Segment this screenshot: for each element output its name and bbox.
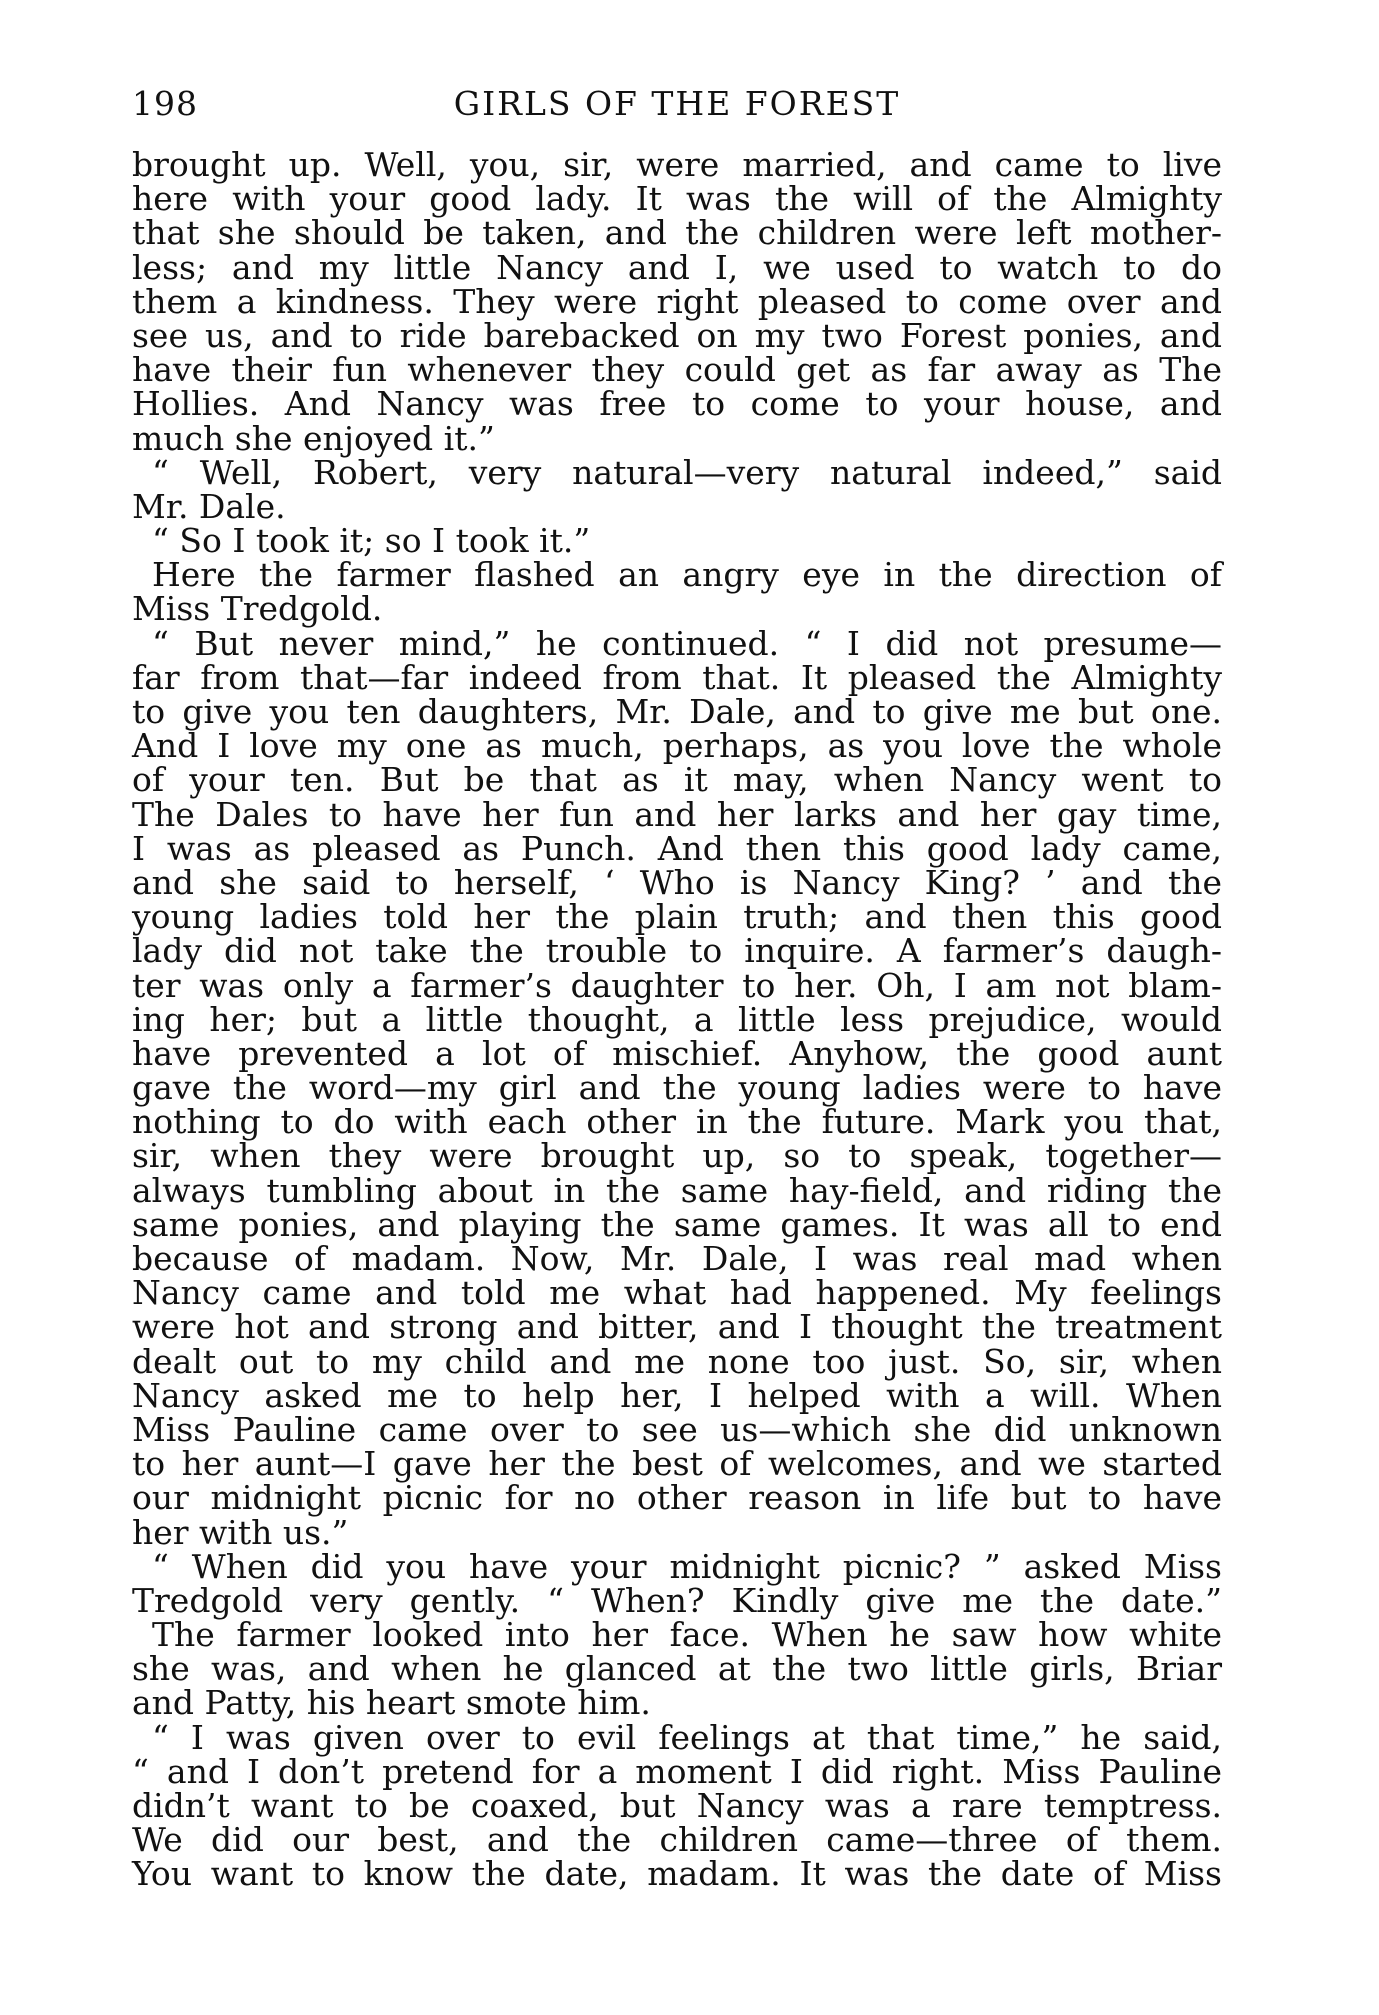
text-line: less; and my little Nancy and I, we used to watch to do <box>132 247 1222 287</box>
text-line: of your ten. But be that as it may, when Nancy went to <box>132 760 1222 800</box>
text-line: ing her; but a little thought, a little less prejudice, would <box>132 999 1222 1039</box>
text-line: “ Well, Robert, very natural—very natural indeed,” said <box>152 452 1222 492</box>
text-line: sir, when they were brought up, so to speak, together— <box>132 1136 1222 1176</box>
text-line: Mr. Dale. <box>132 486 286 526</box>
text-line: and she said to herself, ‘ Who is Nancy King? ’ and the <box>132 862 1222 902</box>
text-line: Hollies. And Nancy was free to come to your house, and <box>132 384 1222 424</box>
page-header <box>132 84 1222 124</box>
text-line: nothing to do with each other in the future. Mark you that, <box>132 1102 1222 1142</box>
text-line: far from that—far indeed from that. It pleased the Almighty <box>132 657 1222 697</box>
text-line: “ So I took it; so I took it.” <box>152 521 591 561</box>
text-line: Tredgold very gently. “ When? Kindly give me the date.” <box>132 1580 1222 1620</box>
running-title: GIRLS OF THE FOREST <box>453 84 901 123</box>
text-line: she was, and when he glanced at the two little girls, Briar <box>132 1649 1222 1689</box>
text-line: “ and I don’t pretend for a moment I did right. Miss Pauline <box>132 1751 1222 1791</box>
text-line: see us, and to ride barebacked on my two Forest ponies, and <box>132 315 1222 355</box>
text-line: Nancy came and told me what had happened. My feelings <box>132 1273 1222 1313</box>
text-line: because of madam. Now, Mr. Dale, I was real mad when <box>132 1239 1222 1278</box>
text-line: “ I was given over to evil feelings at that time,” he said, <box>152 1717 1222 1757</box>
text-line: same ponies, and playing the same games. It was all to end <box>132 1204 1222 1244</box>
text-line: always tumbling about in the same hay-field, and riding the <box>132 1170 1222 1210</box>
text-line: that she should be taken, and the children were left mother- <box>132 213 1222 253</box>
text-line: And I love my one as much, perhaps, as you love the whole <box>132 726 1222 766</box>
text-line: didn’t want to be coaxed, but Nancy was a rare temptress. <box>132 1786 1222 1825</box>
text-line: them a kindness. They were right pleased to come over and <box>132 281 1222 321</box>
body-text <box>132 145 1222 1894</box>
text-line: have their fun whenever they could get as far away as The <box>132 350 1222 390</box>
text-line: The farmer looked into her face. When he saw how white <box>152 1615 1222 1655</box>
text-line: brought up. Well, you, sir, were married, and came to live <box>132 145 1222 184</box>
text-line: Nancy asked me to help her, I helped with a will. When <box>132 1375 1222 1415</box>
text-line: to give you ten daughters, Mr. Dale, and to give me but one. <box>132 692 1222 731</box>
text-line: lady did not take the trouble to inquire. A farmer’s daugh- <box>132 931 1222 971</box>
text-line: Miss Tredgold. <box>132 589 383 629</box>
text-line: dealt out to my child and me none too just. So, sir, when <box>132 1341 1222 1381</box>
page-number: 198 <box>132 84 198 123</box>
text-line: The Dales to have her fun and her larks and her gay time, <box>132 794 1222 834</box>
text-line: You want to know the date, madam. It was the date of Miss <box>132 1854 1222 1894</box>
text-line: to her aunt—I gave her the best of welcomes, and we started <box>132 1444 1222 1484</box>
text-line: have prevented a lot of mischief. Anyhow, the good aunt <box>132 1033 1222 1073</box>
text-line: much she enjoyed it.” <box>132 418 495 458</box>
text-line: “ But never mind,” he continued. “ I did not presume— <box>152 623 1222 663</box>
text-line: We did our best, and the children came—three of them. <box>132 1820 1222 1860</box>
text-line: young ladies told her the plain truth; and then this good <box>132 897 1222 937</box>
text-line: Miss Pauline came over to see us—which she did unknown <box>132 1409 1222 1449</box>
text-line: gave the word—my girl and the young ladies were to have <box>132 1068 1222 1108</box>
text-line: her with us.” <box>132 1512 349 1552</box>
text-line: “ When did you have your midnight picnic? ” asked Miss <box>152 1546 1222 1586</box>
text-line: and Patty, his heart smote him. <box>132 1683 651 1723</box>
text-line: ter was only a farmer’s daughter to her. Oh, I am not blam- <box>132 965 1222 1005</box>
text-line: our midnight picnic for no other reason in life but to have <box>132 1478 1222 1518</box>
text-line: here with your good lady. It was the will of the Almighty <box>132 179 1222 219</box>
text-line: were hot and strong and bitter, and I thought the treatment <box>132 1307 1222 1347</box>
text-line: Here the farmer flashed an angry eye in the direction of <box>152 555 1222 595</box>
text-line: I was as pleased as Punch. And then this good lady came, <box>132 828 1222 868</box>
